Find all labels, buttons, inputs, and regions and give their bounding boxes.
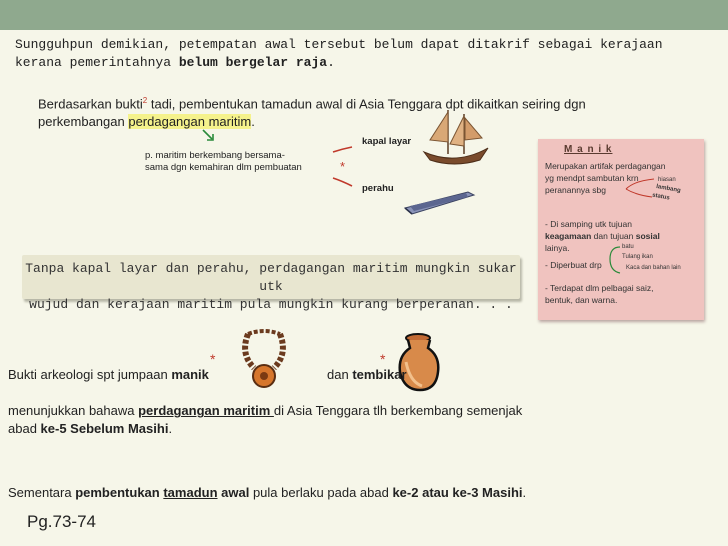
conclusion-key-term: perdagangan maritim	[138, 403, 274, 418]
page-reference: Pg.73-74	[27, 512, 96, 531]
red-bracket-icon	[624, 177, 658, 201]
manik-term: manik	[171, 367, 209, 382]
callout-line-2: wujud dan kerajaan maritim pula mungkin kurang berperanan. . .	[29, 297, 513, 312]
slide-top-bar	[0, 0, 728, 30]
perahu-label: perahu	[362, 183, 394, 194]
down-right-arrow-icon	[200, 128, 218, 144]
manik-box-title: M a n i k	[564, 144, 613, 155]
footnote-marker: 2	[142, 96, 148, 105]
intro-paragraph: Sungguhpun demikian, petempatan awal tersebut belum dapat ditakrif sebagai kerajaan kerana pemerintahnya belum bergelar raja.	[15, 37, 663, 70]
evidence-line-left: Bukti arkeologi spt jumpaan manik	[8, 367, 209, 382]
evidence-line-right: dan tembikar	[327, 366, 422, 384]
annotation-star: *	[340, 159, 346, 174]
manik-necklace-image	[234, 328, 294, 390]
kapal-layar-label: kapal layar	[362, 136, 412, 147]
conclusion-date: ke-5 Sebelum Masihi	[40, 421, 169, 436]
intro-bold: belum bergelar raja	[178, 55, 328, 70]
callout-box	[22, 255, 520, 312]
callout-line-1: Tanpa kapal layar dan perahu, perdagangan maritim mungkin sukar utk	[25, 261, 517, 294]
intro-line-1: Sungguhpun demikian, petempatan awal tersebut belum dapat ditakrif sebagai kerajaan	[15, 37, 663, 52]
green-bracket-icon	[606, 245, 622, 275]
red-brace-lines	[330, 146, 356, 188]
bukti-paragraph: Berdasarkan bukti$^2$ tadi, pembentukan tamadun awal di Asia Tenggara dpt dikaitkan seiring dgn perkembangan perdagangan maritim.	[38, 96, 586, 130]
maritime-annotation: p. maritim berkembang bersama- sama dgn kemahiran dlm pembuatan	[145, 150, 302, 173]
manik-star: *	[210, 351, 216, 367]
manik-info-box: M a n i k Merupakan artifak perdagangan yg mendpt sambutan krn peranannya sbg hiasan lambang status - Di samping utk tujuan keagamaan dan tujuan sosial lainya. batu Tulang ikan Kaca dan bahan lain - Diperbuat drp - Terdapat dlm pelbagai saiz, bentuk, dan warna.	[538, 139, 704, 320]
tembikar-pottery-image	[396, 332, 444, 394]
tembikar-term: tembikar	[352, 367, 407, 382]
intro-line-2: kerana pemerintahnya	[15, 55, 179, 70]
tembikar-star: *	[380, 351, 386, 367]
final-sentence: Sementara pembentukan tamadun awal pula berlaku pada abad ke-2 atau ke-3 Masihi.	[8, 485, 527, 500]
sailing-ship-image	[420, 104, 492, 172]
conclusion-paragraph: menunjukkan bahawa perdagangan maritim di Asia Tenggara tlh berkembang semenjak abad ke-5 Sebelum Masihi.	[8, 403, 523, 436]
highlighted-term: perdagangan maritim	[128, 114, 252, 130]
perahu-boat-image	[402, 186, 476, 218]
